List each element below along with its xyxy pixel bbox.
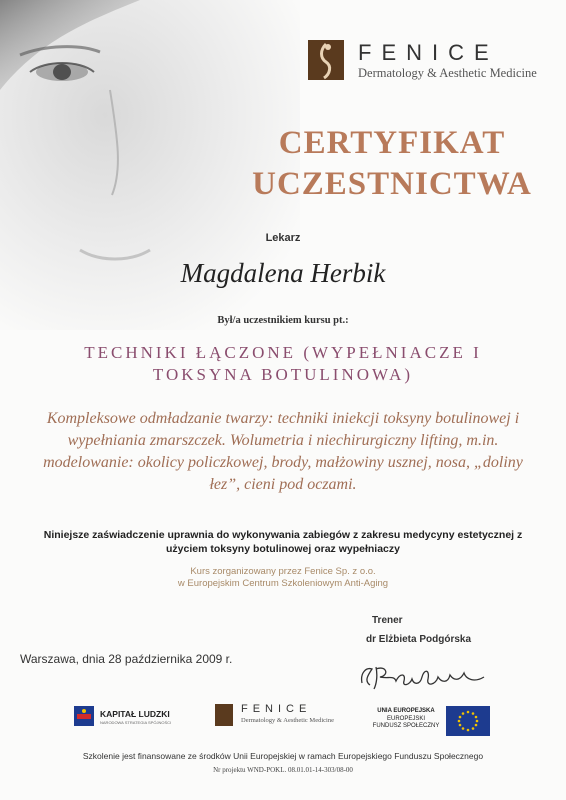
place-and-date: Warszawa, dnia 28 października 2009 r. <box>20 652 233 666</box>
organizer-line1: Kurs zorganizowany przez Fenice Sp. z o.o. <box>190 566 376 577</box>
person-name: Magdalena Herbik <box>180 258 386 288</box>
course-description: Kompleksowe odmładzanie twarzy: techniki iniekcji toksyny botulinowej i wypełniania zmarszczek. Wolumetria i niechirurgiczny lifting, m.in. modelowanie: okolicy policzkowej, brody, małżowiny usznej, nosa, „doliny łez”, cieni pod oczami. <box>43 410 523 493</box>
organizer-info <box>0 566 566 590</box>
financing-note: Szkolenie jest finansowane ze środków Unii Europejskiej w ramach Europejskiego Funduszu Społecznego <box>82 751 484 761</box>
brand-name: FENICE <box>358 40 499 65</box>
fenice-footer-logo <box>215 702 345 742</box>
kapital-ludzki-subtext: NARODOWA STRATEGIA SPÓJNOŚCI <box>100 720 172 725</box>
kapital-ludzki-logo <box>62 700 172 744</box>
kapital-ludzki-icon <box>74 706 94 726</box>
brand-tagline: Dermatology & Aesthetic Medicine <box>358 66 537 80</box>
trainer-name: dr Elżbieta Podgórska <box>366 634 472 645</box>
course-title: TECHNIKI ŁĄCZONE (WYPEŁNIACZE I TOKSYNA BOTULINOWA) <box>84 343 482 384</box>
fenice-footer-name: FENICE <box>241 703 312 715</box>
participant-text: Był/a uczestnikiem kursu pt.: <box>217 315 349 326</box>
certificate-title-line2: UCZESTNICTWA <box>252 166 532 202</box>
fenice-footer-tagline: Dermatology & Aesthetic Medicine <box>241 717 334 724</box>
role-label: Lekarz <box>265 232 301 244</box>
eu-text: UNIA EUROPEJSKA EUROPEJSKI FUNDUSZ SPOŁECZNY <box>372 708 440 729</box>
eu-flag-icon <box>446 706 490 736</box>
kapital-ludzki-text: KAPITAŁ LUDZKI <box>100 709 170 719</box>
permission-statement: Niniejsze zaświadczenie uprawnia do wykonywania zabiegów z zakresu medycyny estetycznej z użyciem toksyny botulinowej oraz wypełniaczy <box>43 529 523 555</box>
project-number: Nr projektu WND-POKL. 08.01.01-14-303/08-00 <box>213 766 353 774</box>
trainer-signature <box>350 655 500 695</box>
sponsor-logos <box>0 700 566 744</box>
eu-logo <box>372 706 502 740</box>
organizer-line2: w Europejskim Centrum Szkoleniowym Anti-Aging <box>177 578 389 589</box>
certificate-title-line1: CERTYFIKAT <box>278 125 506 161</box>
fenice-mark-icon <box>308 40 344 80</box>
trainer-label: Trener <box>372 615 403 626</box>
fenice-brand-logo <box>308 38 548 98</box>
fenice-small-mark-icon <box>215 704 233 726</box>
